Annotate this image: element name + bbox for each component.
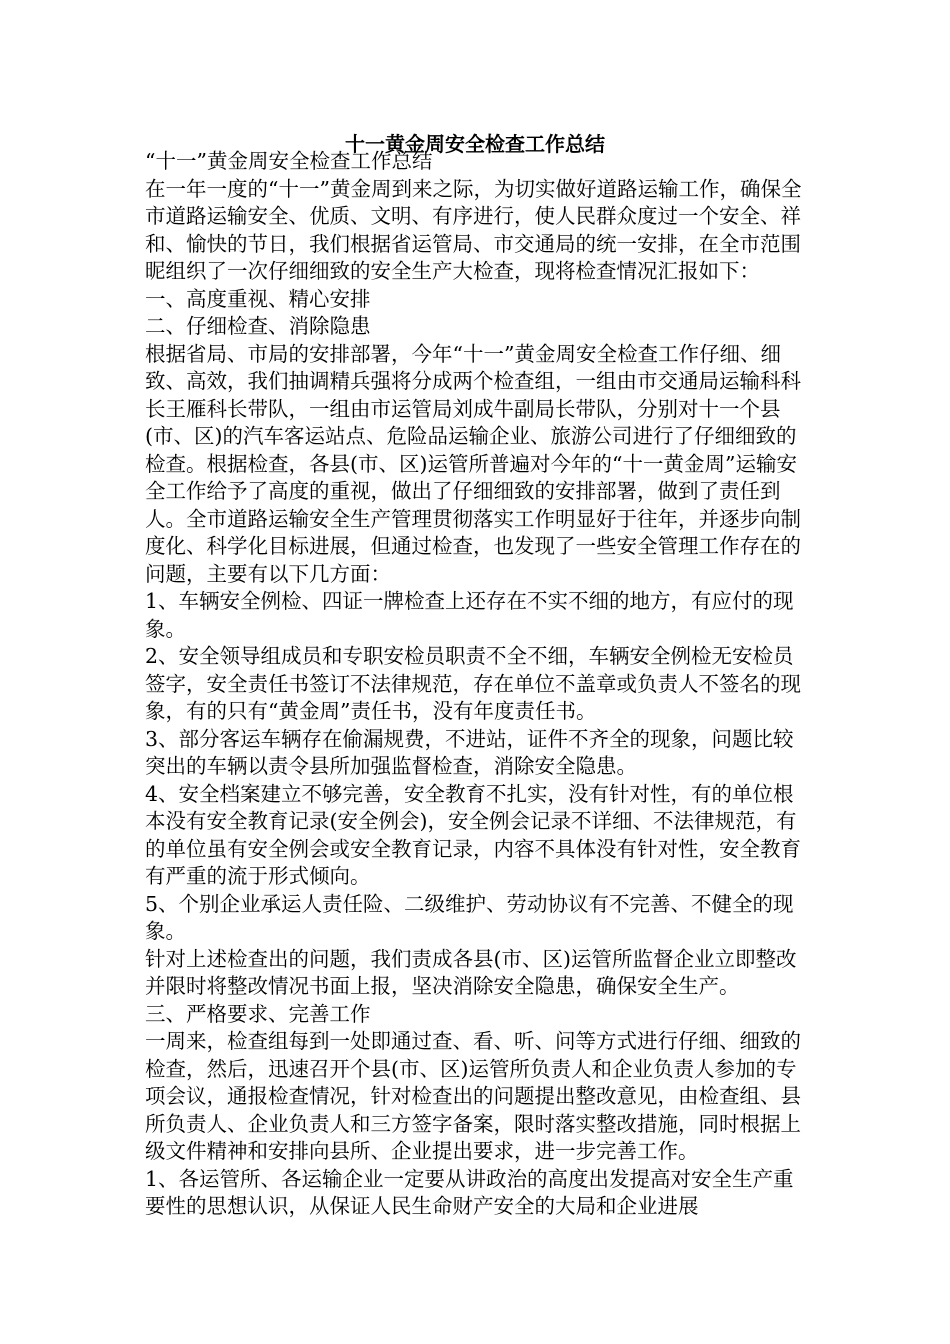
list-item-5: 5、个别企业承运人责任险、二级维护、劳动协议有不完善、不健全的现象。 [145, 891, 794, 943]
paragraph-rectification: 针对上述检查出的问题，我们责成各县(市、区)运管所监督企业立即整改并限时将整改情况书面上报，坚决消除安全隐患，确保安全生产。 [145, 946, 797, 998]
list-item-requirement-1: 1、各运管所、各运输企业一定要从讲政治的高度出发提高对安全生产重要性的思想认识，从保证人民生命财产安全的大局和企业进展 [145, 1166, 794, 1218]
document-title: 十一黄金周安全检查工作总结 [345, 132, 605, 156]
paragraph-intro: 在一年一度的“十一”黄金周到来之际，为切实做好道路运输工作，确保全市道路运输安全、优质、文明、有序进行，使人民群众度过一个安全、祥和、愉快的节日，我们根据省运管局、市交通局的统一安排，在全市范围昵组织了一次仔细细致的安全生产大检查，现将检查情况汇报如下： [145, 176, 802, 283]
section-heading-3: 三、严格要求、完善工作 [145, 1001, 371, 1026]
paragraph-inspection: 根据省局、市局的安排部署，今年“十一”黄金周安全检查工作仔细、细致、高效，我们抽调精兵强将分成两个检查组，一组由市交通局运输科科长王雁科长带队，一组由市运管局刘成牛副局长带队，分别对十一个县(市、区)的汽车客运站点、危险品运输企业、旅游公司进行了仔细细致的检查。根据检查，各县(市、区)运管所普遍对今年的“十一黄金周”运输安全工作给予了高度的重视，做出了仔细细致的安排部署，做到了责任到人。全市道路运输安全生产管理贯彻落实工作明显好于往年，并逐步向制度化、科学化目标进展，但通过检查，也发现了一些安全管理工作存在的问题，主要有以下几方面： [145, 341, 801, 586]
section-heading-2: 二、仔细检查、消除隐患 [145, 314, 371, 338]
list-item-4: 4、安全档案建立不够完善，安全教育不扎实，没有针对性，有的单位根本没有安全教育记录(安全例会)，安全例会记录不详细、不法律规范，有的单位虽有安全例会或安全教育记录，内容不具体没有针对性，安全教育有严重的流于形式倾向。 [145, 781, 801, 888]
paragraph-week-summary: 一周来，检查组每到一处即通过查、看、听、问等方式进行仔细、细致的检查，然后，迅速召开个县(市、区)运管所负责人和企业负责人参加的专项会议，通报检查情况，针对检查出的问题提出整改意见，由检查组、县所负责人、企业负责人和三方签字备案，限时落实整改措施，同时根据上级文件精神和安排向县所、企业提出要求，进一步完善工作。 [145, 1029, 801, 1163]
list-item-3: 3、部分客运车辆存在偷漏规费，不进站，证件不齐全的现象，问题比较突出的车辆以责令县所加强监督检查，消除安全隐患。 [145, 726, 794, 778]
paragraph-subtitle: “十一”黄金周安全检查工作总结 [145, 149, 433, 173]
list-item-1: 1、车辆安全例检、四证一牌检查上还存在不实不细的地方，有应付的现象。 [145, 589, 794, 641]
list-item-2: 2、安全领导组成员和专职安检员职责不全不细，车辆安全例检无安检员签字，安全责任书签订不法律规范，存在单位不盖章或负责人不签名的现象，有的只有“黄金周”责任书，没有年度责任书。 [145, 644, 801, 723]
document-body [145, 148, 805, 1221]
section-heading-1: 一、高度重视、精心安排 [145, 286, 371, 311]
